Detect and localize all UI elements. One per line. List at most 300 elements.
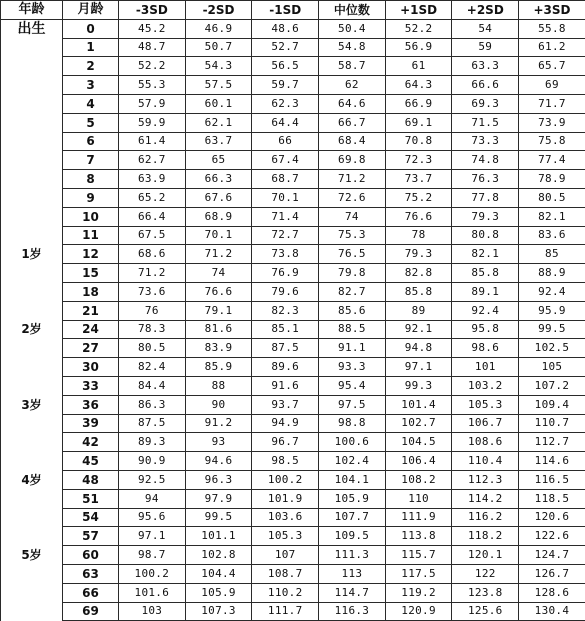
median-cell: 72.6	[319, 188, 386, 207]
plus-2sd-cell: 54	[452, 19, 519, 38]
header-plus-1sd: +1SD	[385, 1, 452, 20]
minus-3sd-cell: 73.6	[119, 282, 186, 301]
plus-2sd-cell: 116.2	[452, 508, 519, 527]
plus-1sd-cell: 82.8	[385, 264, 452, 283]
minus-2sd-cell: 63.7	[185, 132, 252, 151]
table-row	[1, 151, 585, 170]
plus-3sd-cell: 109.4	[519, 395, 585, 414]
age-year-cell	[1, 282, 63, 301]
age-month-cell: 1	[63, 38, 119, 57]
plus-2sd-cell: 73.3	[452, 132, 519, 151]
table-row	[1, 132, 585, 151]
table-row	[1, 320, 585, 339]
table-row	[1, 264, 585, 283]
minus-3sd-cell: 68.6	[119, 245, 186, 264]
median-cell: 113	[319, 564, 386, 583]
plus-1sd-cell: 101.4	[385, 395, 452, 414]
age-year-cell	[1, 358, 63, 377]
median-cell: 102.4	[319, 452, 386, 471]
table-row	[1, 508, 585, 527]
minus-1sd-cell: 64.4	[252, 113, 319, 132]
plus-3sd-cell: 69	[519, 76, 585, 95]
age-year-cell	[1, 602, 63, 621]
plus-3sd-cell: 55.8	[519, 19, 585, 38]
plus-2sd-cell: 74.8	[452, 151, 519, 170]
plus-3sd-cell: 102.5	[519, 339, 585, 358]
minus-3sd-cell: 89.3	[119, 433, 186, 452]
plus-1sd-cell: 76.6	[385, 207, 452, 226]
header-age-years: 年龄	[1, 1, 63, 20]
minus-3sd-cell: 57.9	[119, 94, 186, 113]
plus-1sd-cell: 85.8	[385, 282, 452, 301]
minus-1sd-cell: 107	[252, 546, 319, 565]
plus-2sd-cell: 59	[452, 38, 519, 57]
plus-3sd-cell: 75.8	[519, 132, 585, 151]
plus-1sd-cell: 61	[385, 57, 452, 76]
plus-1sd-cell: 94.8	[385, 339, 452, 358]
plus-1sd-cell: 89	[385, 301, 452, 320]
table-row	[1, 226, 585, 245]
plus-1sd-cell: 79.3	[385, 245, 452, 264]
table-row	[1, 489, 585, 508]
minus-2sd-cell: 93	[185, 433, 252, 452]
table-row	[1, 527, 585, 546]
plus-2sd-cell: 95.8	[452, 320, 519, 339]
median-cell: 79.8	[319, 264, 386, 283]
minus-2sd-cell: 96.3	[185, 470, 252, 489]
median-cell: 98.8	[319, 414, 386, 433]
plus-2sd-cell: 108.6	[452, 433, 519, 452]
median-cell: 50.4	[319, 19, 386, 38]
table-row	[1, 207, 585, 226]
minus-2sd-cell: 90	[185, 395, 252, 414]
plus-1sd-cell: 117.5	[385, 564, 452, 583]
median-cell: 97.5	[319, 395, 386, 414]
plus-3sd-cell: 124.7	[519, 546, 585, 565]
minus-3sd-cell: 45.2	[119, 19, 186, 38]
age-year-cell	[1, 207, 63, 226]
plus-3sd-cell: 92.4	[519, 282, 585, 301]
plus-3sd-cell: 110.7	[519, 414, 585, 433]
median-cell: 107.7	[319, 508, 386, 527]
minus-3sd-cell: 52.2	[119, 57, 186, 76]
plus-3sd-cell: 105	[519, 358, 585, 377]
minus-2sd-cell: 71.2	[185, 245, 252, 264]
minus-2sd-cell: 54.3	[185, 57, 252, 76]
plus-1sd-cell: 72.3	[385, 151, 452, 170]
plus-2sd-cell: 103.2	[452, 376, 519, 395]
minus-3sd-cell: 55.3	[119, 76, 186, 95]
minus-3sd-cell: 87.5	[119, 414, 186, 433]
minus-3sd-cell: 86.3	[119, 395, 186, 414]
age-month-cell: 9	[63, 188, 119, 207]
plus-1sd-cell: 52.2	[385, 19, 452, 38]
age-year-cell	[1, 564, 63, 583]
plus-2sd-cell: 112.3	[452, 470, 519, 489]
age-year-cell	[1, 414, 63, 433]
plus-3sd-cell: 120.6	[519, 508, 585, 527]
median-cell: 116.3	[319, 602, 386, 621]
minus-1sd-cell: 56.5	[252, 57, 319, 76]
minus-2sd-cell: 74	[185, 264, 252, 283]
minus-2sd-cell: 107.3	[185, 602, 252, 621]
age-month-cell: 57	[63, 527, 119, 546]
header-minus-3sd: -3SD	[119, 1, 186, 20]
minus-2sd-cell: 81.6	[185, 320, 252, 339]
minus-2sd-cell: 85.9	[185, 358, 252, 377]
age-year-cell	[1, 452, 63, 471]
median-cell: 109.5	[319, 527, 386, 546]
minus-2sd-cell: 50.7	[185, 38, 252, 57]
plus-1sd-cell: 104.5	[385, 433, 452, 452]
plus-3sd-cell: 130.4	[519, 602, 585, 621]
minus-1sd-cell: 85.1	[252, 320, 319, 339]
table-row	[1, 301, 585, 320]
plus-2sd-cell: 92.4	[452, 301, 519, 320]
table-row	[1, 470, 585, 489]
plus-2sd-cell: 66.6	[452, 76, 519, 95]
age-month-cell: 45	[63, 452, 119, 471]
median-cell: 64.6	[319, 94, 386, 113]
minus-3sd-cell: 97.1	[119, 527, 186, 546]
median-cell: 68.4	[319, 132, 386, 151]
minus-1sd-cell: 91.6	[252, 376, 319, 395]
age-year-cell	[1, 489, 63, 508]
plus-2sd-cell: 98.6	[452, 339, 519, 358]
table-row	[1, 452, 585, 471]
age-month-cell: 39	[63, 414, 119, 433]
plus-3sd-cell: 126.7	[519, 564, 585, 583]
plus-1sd-cell: 64.3	[385, 76, 452, 95]
table-row	[1, 38, 585, 57]
minus-2sd-cell: 46.9	[185, 19, 252, 38]
minus-1sd-cell: 76.9	[252, 264, 319, 283]
median-cell: 82.7	[319, 282, 386, 301]
table-row	[1, 433, 585, 452]
minus-1sd-cell: 71.4	[252, 207, 319, 226]
age-year-cell	[1, 188, 63, 207]
age-month-cell: 7	[63, 151, 119, 170]
minus-1sd-cell: 93.7	[252, 395, 319, 414]
age-month-cell: 3	[63, 76, 119, 95]
median-cell: 54.8	[319, 38, 386, 57]
plus-1sd-cell: 113.8	[385, 527, 452, 546]
median-cell: 62	[319, 76, 386, 95]
minus-2sd-cell: 57.5	[185, 76, 252, 95]
minus-3sd-cell: 63.9	[119, 170, 186, 189]
minus-3sd-cell: 80.5	[119, 339, 186, 358]
plus-3sd-cell: 95.9	[519, 301, 585, 320]
minus-2sd-cell: 83.9	[185, 339, 252, 358]
minus-3sd-cell: 101.6	[119, 583, 186, 602]
minus-2sd-cell: 62.1	[185, 113, 252, 132]
minus-3sd-cell: 95.6	[119, 508, 186, 527]
plus-2sd-cell: 82.1	[452, 245, 519, 264]
age-month-cell: 30	[63, 358, 119, 377]
age-year-cell	[1, 583, 63, 602]
age-year-cell	[1, 113, 63, 132]
age-year-cell: 1岁	[1, 245, 63, 264]
table-row	[1, 546, 585, 565]
plus-1sd-cell: 120.9	[385, 602, 452, 621]
minus-3sd-cell: 82.4	[119, 358, 186, 377]
age-year-cell	[1, 94, 63, 113]
age-year-cell	[1, 38, 63, 57]
age-month-cell: 54	[63, 508, 119, 527]
minus-1sd-cell: 87.5	[252, 339, 319, 358]
minus-3sd-cell: 92.5	[119, 470, 186, 489]
minus-3sd-cell: 61.4	[119, 132, 186, 151]
plus-3sd-cell: 80.5	[519, 188, 585, 207]
plus-3sd-cell: 65.7	[519, 57, 585, 76]
plus-3sd-cell: 88.9	[519, 264, 585, 283]
minus-1sd-cell: 94.9	[252, 414, 319, 433]
minus-2sd-cell: 65	[185, 151, 252, 170]
minus-3sd-cell: 66.4	[119, 207, 186, 226]
age-year-cell	[1, 527, 63, 546]
header-row	[1, 1, 585, 20]
median-cell: 71.2	[319, 170, 386, 189]
table-row	[1, 282, 585, 301]
minus-1sd-cell: 100.2	[252, 470, 319, 489]
plus-3sd-cell: 85	[519, 245, 585, 264]
median-cell: 100.6	[319, 433, 386, 452]
minus-2sd-cell: 99.5	[185, 508, 252, 527]
age-year-cell	[1, 264, 63, 283]
plus-2sd-cell: 105.3	[452, 395, 519, 414]
table-row	[1, 602, 585, 621]
minus-3sd-cell: 78.3	[119, 320, 186, 339]
table-row	[1, 19, 585, 38]
plus-1sd-cell: 119.2	[385, 583, 452, 602]
plus-2sd-cell: 69.3	[452, 94, 519, 113]
age-year-cell	[1, 339, 63, 358]
minus-1sd-cell: 67.4	[252, 151, 319, 170]
table-row	[1, 76, 585, 95]
table-row	[1, 113, 585, 132]
minus-1sd-cell: 110.2	[252, 583, 319, 602]
minus-2sd-cell: 94.6	[185, 452, 252, 471]
minus-2sd-cell: 70.1	[185, 226, 252, 245]
minus-1sd-cell: 101.9	[252, 489, 319, 508]
plus-1sd-cell: 106.4	[385, 452, 452, 471]
median-cell: 88.5	[319, 320, 386, 339]
age-month-cell: 63	[63, 564, 119, 583]
age-year-cell	[1, 301, 63, 320]
minus-3sd-cell: 76	[119, 301, 186, 320]
plus-1sd-cell: 75.2	[385, 188, 452, 207]
minus-3sd-cell: 100.2	[119, 564, 186, 583]
age-year-cell	[1, 433, 63, 452]
plus-2sd-cell: 80.8	[452, 226, 519, 245]
plus-2sd-cell: 110.4	[452, 452, 519, 471]
table-row	[1, 395, 585, 414]
minus-1sd-cell: 82.3	[252, 301, 319, 320]
age-year-cell: 出生	[1, 19, 63, 38]
age-year-cell	[1, 170, 63, 189]
median-cell: 74	[319, 207, 386, 226]
plus-2sd-cell: 118.2	[452, 527, 519, 546]
plus-3sd-cell: 112.7	[519, 433, 585, 452]
minus-3sd-cell: 48.7	[119, 38, 186, 57]
age-month-cell: 0	[63, 19, 119, 38]
plus-2sd-cell: 122	[452, 564, 519, 583]
plus-3sd-cell: 116.5	[519, 470, 585, 489]
age-year-cell: 3岁	[1, 395, 63, 414]
age-month-cell: 21	[63, 301, 119, 320]
minus-2sd-cell: 67.6	[185, 188, 252, 207]
plus-2sd-cell: 120.1	[452, 546, 519, 565]
table-row	[1, 414, 585, 433]
age-month-cell: 24	[63, 320, 119, 339]
median-cell: 95.4	[319, 376, 386, 395]
minus-1sd-cell: 73.8	[252, 245, 319, 264]
plus-1sd-cell: 102.7	[385, 414, 452, 433]
median-cell: 111.3	[319, 546, 386, 565]
table-row	[1, 583, 585, 602]
age-year-cell	[1, 226, 63, 245]
minus-2sd-cell: 91.2	[185, 414, 252, 433]
plus-2sd-cell: 114.2	[452, 489, 519, 508]
minus-2sd-cell: 76.6	[185, 282, 252, 301]
plus-2sd-cell: 101	[452, 358, 519, 377]
table-row	[1, 358, 585, 377]
plus-3sd-cell: 122.6	[519, 527, 585, 546]
minus-1sd-cell: 108.7	[252, 564, 319, 583]
minus-3sd-cell: 67.5	[119, 226, 186, 245]
median-cell: 58.7	[319, 57, 386, 76]
age-year-cell	[1, 132, 63, 151]
age-month-cell: 15	[63, 264, 119, 283]
age-month-cell: 11	[63, 226, 119, 245]
age-month-cell: 5	[63, 113, 119, 132]
minus-1sd-cell: 52.7	[252, 38, 319, 57]
age-month-cell: 27	[63, 339, 119, 358]
median-cell: 85.6	[319, 301, 386, 320]
median-cell: 105.9	[319, 489, 386, 508]
minus-1sd-cell: 105.3	[252, 527, 319, 546]
plus-3sd-cell: 82.1	[519, 207, 585, 226]
minus-1sd-cell: 72.7	[252, 226, 319, 245]
age-year-cell	[1, 57, 63, 76]
median-cell: 93.3	[319, 358, 386, 377]
minus-2sd-cell: 102.8	[185, 546, 252, 565]
age-month-cell: 12	[63, 245, 119, 264]
plus-2sd-cell: 123.8	[452, 583, 519, 602]
median-cell: 114.7	[319, 583, 386, 602]
plus-3sd-cell: 73.9	[519, 113, 585, 132]
minus-1sd-cell: 111.7	[252, 602, 319, 621]
age-month-cell: 48	[63, 470, 119, 489]
minus-1sd-cell: 98.5	[252, 452, 319, 471]
minus-2sd-cell: 101.1	[185, 527, 252, 546]
age-year-cell: 2岁	[1, 320, 63, 339]
age-year-cell	[1, 76, 63, 95]
age-month-cell: 33	[63, 376, 119, 395]
header-median: 中位数	[319, 1, 386, 20]
minus-3sd-cell: 65.2	[119, 188, 186, 207]
minus-3sd-cell: 71.2	[119, 264, 186, 283]
minus-3sd-cell: 62.7	[119, 151, 186, 170]
age-month-cell: 42	[63, 433, 119, 452]
table-row	[1, 376, 585, 395]
plus-1sd-cell: 108.2	[385, 470, 452, 489]
minus-1sd-cell: 68.7	[252, 170, 319, 189]
median-cell: 104.1	[319, 470, 386, 489]
median-cell: 75.3	[319, 226, 386, 245]
age-month-cell: 51	[63, 489, 119, 508]
minus-2sd-cell: 97.9	[185, 489, 252, 508]
table-row	[1, 245, 585, 264]
age-month-cell: 66	[63, 583, 119, 602]
plus-3sd-cell: 99.5	[519, 320, 585, 339]
table-row	[1, 339, 585, 358]
minus-3sd-cell: 84.4	[119, 376, 186, 395]
minus-2sd-cell: 68.9	[185, 207, 252, 226]
age-year-cell	[1, 376, 63, 395]
minus-1sd-cell: 96.7	[252, 433, 319, 452]
plus-3sd-cell: 118.5	[519, 489, 585, 508]
minus-1sd-cell: 89.6	[252, 358, 319, 377]
plus-1sd-cell: 73.7	[385, 170, 452, 189]
plus-1sd-cell: 97.1	[385, 358, 452, 377]
plus-3sd-cell: 114.6	[519, 452, 585, 471]
age-year-cell	[1, 508, 63, 527]
minus-1sd-cell: 103.6	[252, 508, 319, 527]
minus-2sd-cell: 60.1	[185, 94, 252, 113]
minus-2sd-cell: 66.3	[185, 170, 252, 189]
header-minus-2sd: -2SD	[185, 1, 252, 20]
age-month-cell: 8	[63, 170, 119, 189]
table-row	[1, 188, 585, 207]
plus-3sd-cell: 77.4	[519, 151, 585, 170]
table-row	[1, 170, 585, 189]
plus-2sd-cell: 89.1	[452, 282, 519, 301]
minus-3sd-cell: 90.9	[119, 452, 186, 471]
plus-3sd-cell: 107.2	[519, 376, 585, 395]
table-row	[1, 57, 585, 76]
table-row	[1, 564, 585, 583]
age-month-cell: 6	[63, 132, 119, 151]
minus-2sd-cell: 104.4	[185, 564, 252, 583]
plus-1sd-cell: 115.7	[385, 546, 452, 565]
minus-1sd-cell: 62.3	[252, 94, 319, 113]
age-year-cell: 5岁	[1, 546, 63, 565]
plus-3sd-cell: 83.6	[519, 226, 585, 245]
plus-2sd-cell: 71.5	[452, 113, 519, 132]
minus-3sd-cell: 59.9	[119, 113, 186, 132]
minus-2sd-cell: 105.9	[185, 583, 252, 602]
plus-1sd-cell: 56.9	[385, 38, 452, 57]
minus-3sd-cell: 103	[119, 602, 186, 621]
plus-2sd-cell: 106.7	[452, 414, 519, 433]
minus-1sd-cell: 70.1	[252, 188, 319, 207]
age-month-cell: 4	[63, 94, 119, 113]
plus-3sd-cell: 71.7	[519, 94, 585, 113]
plus-3sd-cell: 78.9	[519, 170, 585, 189]
plus-2sd-cell: 79.3	[452, 207, 519, 226]
plus-1sd-cell: 99.3	[385, 376, 452, 395]
age-month-cell: 69	[63, 602, 119, 621]
age-month-cell: 2	[63, 57, 119, 76]
header-plus-2sd: +2SD	[452, 1, 519, 20]
minus-2sd-cell: 88	[185, 376, 252, 395]
age-month-cell: 10	[63, 207, 119, 226]
minus-1sd-cell: 48.6	[252, 19, 319, 38]
age-month-cell: 18	[63, 282, 119, 301]
median-cell: 69.8	[319, 151, 386, 170]
plus-1sd-cell: 69.1	[385, 113, 452, 132]
